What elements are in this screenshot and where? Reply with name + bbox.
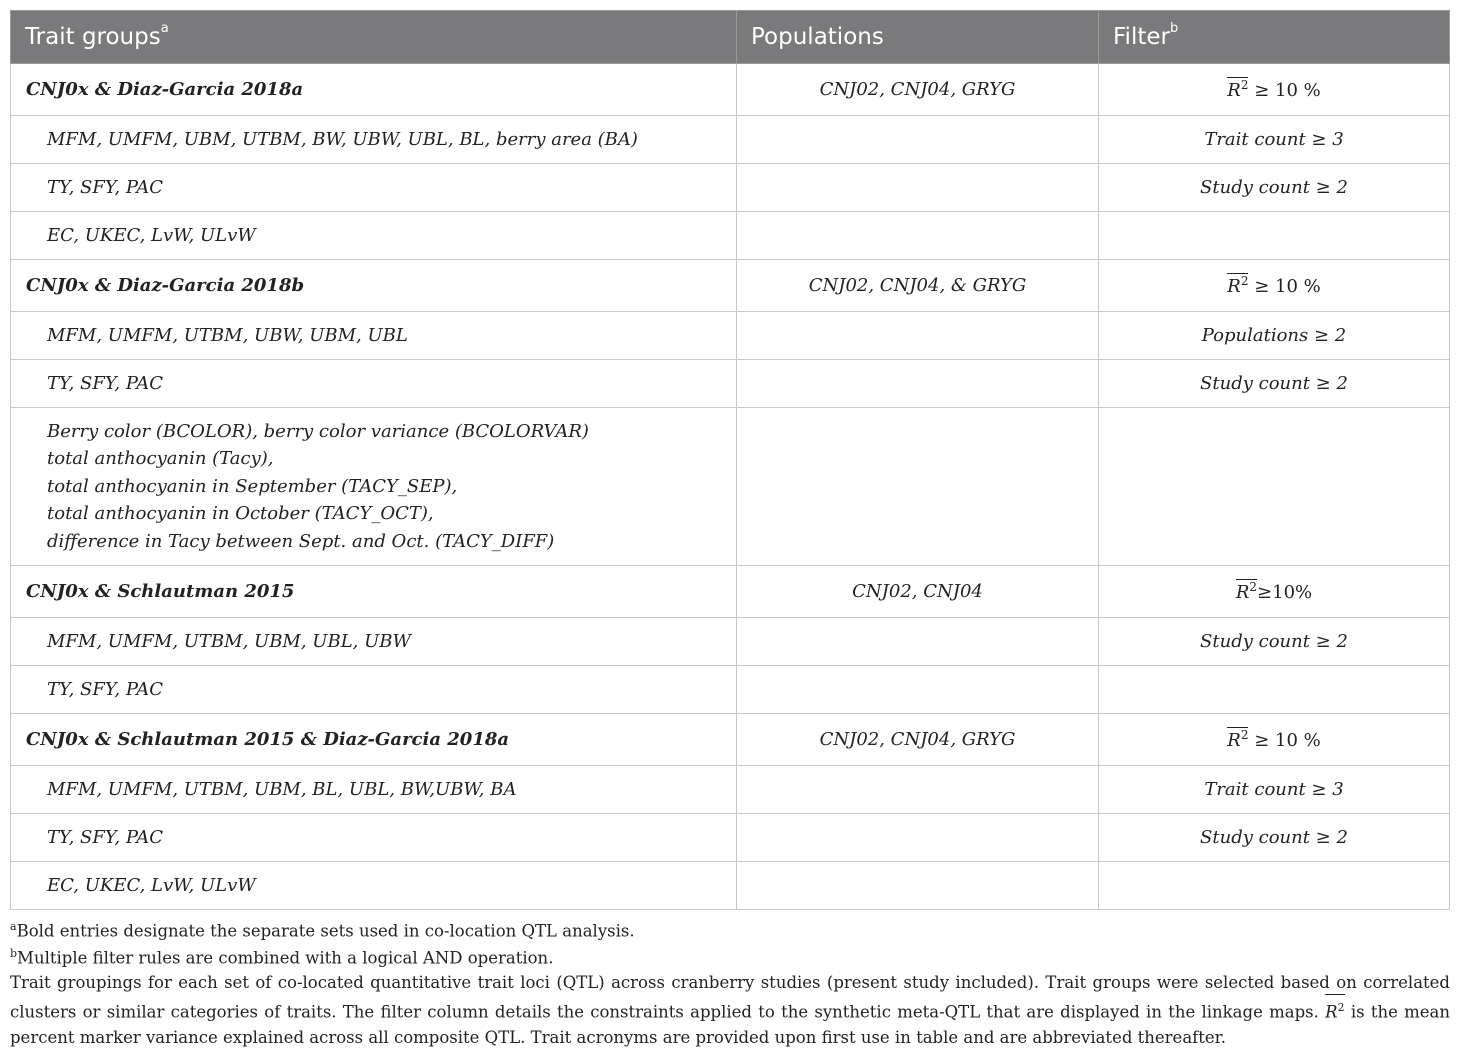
trait-line: total anthocyanin in October (TACY_OCT), [47, 503, 434, 525]
trait-cell: TY, SFY, PAC [11, 360, 737, 408]
populations-cell [737, 618, 1099, 666]
table-row-group-heading [11, 260, 1450, 312]
table-row [11, 312, 1450, 360]
trait-cell: CNJ0x & Schlautman 2015 & Diaz-Garcia 2018a [11, 714, 737, 766]
filter-cell [1099, 212, 1450, 260]
table-row [11, 766, 1450, 814]
trait-line: total anthocyanin (Tacy), [47, 448, 274, 470]
trait-cell: TY, SFY, PAC [11, 164, 737, 212]
table-row [11, 618, 1450, 666]
trait-cell: EC, UKEC, LvW, ULvW [11, 212, 737, 260]
filter-cell: Study count ≥ 2 [1099, 618, 1450, 666]
filter-cell: Populations ≥ 2 [1099, 312, 1450, 360]
populations-cell [737, 212, 1099, 260]
populations-cell [737, 408, 1099, 566]
trait-cell: TY, SFY, PAC [11, 814, 737, 862]
table-row-group-heading [11, 64, 1450, 116]
trait-cell: MFM, UMFM, UBM, UTBM, BW, UBW, UBL, BL, berry area (BA) [11, 116, 737, 164]
populations-cell: CNJ02, CNJ04, & GRYG [737, 260, 1099, 312]
filter-cell [1099, 862, 1450, 910]
r2-mean-symbol: $R^2$ [1325, 995, 1344, 1025]
filter-cell: Study count ≥ 2 [1099, 164, 1450, 212]
trait-cell: MFM, UMFM, UTBM, UBW, UBM, UBL [11, 312, 737, 360]
footnote-a: $^a$Bold entries designate the separate sets used in co-location QTL analysis. [10, 920, 635, 941]
table-row [11, 862, 1450, 910]
trait-cell: MFM, UMFM, UTBM, UBM, UBL, UBW [11, 618, 737, 666]
populations-cell: CNJ02, CNJ04, GRYG [737, 714, 1099, 766]
populations-cell: CNJ02, CNJ04, GRYG [737, 64, 1099, 116]
filter-cell: $R^2\ge 10\%$ [1099, 566, 1450, 618]
table-row [11, 116, 1450, 164]
filter-cell: Trait count ≥ 3 [1099, 116, 1450, 164]
trait-cell: CNJ0x & Diaz-Garcia 2018b [11, 260, 737, 312]
r2-mean-symbol: $R^2$ [1227, 728, 1249, 751]
trait-cell: MFM, UMFM, UTBM, UBM, BL, UBL, BW,UBW, BA [11, 766, 737, 814]
trait-cell: TY, SFY, PAC [11, 666, 737, 714]
table-caption: Trait groupings for each set of co-located quantitative trait loci (QTL) across cranberry studies (present study included). Trait groups were selected based on correlated clusters or similar categories of traits. The filter column details the constraints applied to the synthetic meta-QTL that are displayed in the linkage maps. $R^2$ is the mean percent marker variance explained across all composite QTL. Trait acronyms are provided upon first use in table and are abbreviated thereafter. [10, 973, 1450, 1047]
populations-cell [737, 862, 1099, 910]
table-row-group-heading [11, 566, 1450, 618]
filter-cell: Trait count ≥ 3 [1099, 766, 1450, 814]
trait-cell: CNJ0x & Schlautman 2015 [11, 566, 737, 618]
r2-mean-symbol: $R^2$ [1227, 78, 1249, 101]
header-populations: Populations [737, 11, 1099, 64]
trait-groups-table [10, 10, 1450, 910]
r2-mean-symbol: $R^2$ [1227, 274, 1249, 297]
trait-line: Berry color (BCOLOR), berry color variance (BCOLORVAR) [47, 420, 589, 442]
table-row [11, 408, 1450, 566]
filter-cell: $R^2 \ge 10$ % [1099, 714, 1450, 766]
filter-cell: $R^2 \ge 10$ % [1099, 260, 1450, 312]
populations-cell [737, 766, 1099, 814]
filter-cell: Study count ≥ 2 [1099, 360, 1450, 408]
r2-mean-symbol: $R^2$ [1235, 580, 1258, 603]
filter-cell: Study count ≥ 2 [1099, 814, 1450, 862]
populations-cell: CNJ02, CNJ04 [737, 566, 1099, 618]
populations-cell [737, 116, 1099, 164]
table-header-row [11, 11, 1450, 64]
populations-cell [737, 312, 1099, 360]
filter-cell [1099, 666, 1450, 714]
filter-cell [1099, 408, 1450, 566]
populations-cell [737, 360, 1099, 408]
populations-cell [737, 814, 1099, 862]
table-row [11, 164, 1450, 212]
header-trait-groups: Trait groups$^a$ [11, 11, 737, 64]
trait-cell: CNJ0x & Diaz-Garcia 2018a [11, 64, 737, 116]
table-footnotes [10, 916, 1450, 1050]
table-row [11, 814, 1450, 862]
trait-line: total anthocyanin in September (TACY_SEP), [47, 475, 458, 497]
trait-cell [11, 408, 737, 566]
table-row [11, 666, 1450, 714]
header-filter: Filter$^b$ [1099, 11, 1450, 64]
table-row [11, 360, 1450, 408]
trait-cell: EC, UKEC, LvW, ULvW [11, 862, 737, 910]
trait-line: difference in Tacy between Sept. and Oct. (TACY_DIFF) [47, 530, 555, 552]
table-row [11, 212, 1450, 260]
filter-cell: $R^2 \ge 10$ % [1099, 64, 1450, 116]
populations-cell [737, 666, 1099, 714]
populations-cell [737, 164, 1099, 212]
table-row-group-heading [11, 714, 1450, 766]
footnote-b: $^b$Multiple filter rules are combined with a logical AND operation. [10, 946, 554, 967]
